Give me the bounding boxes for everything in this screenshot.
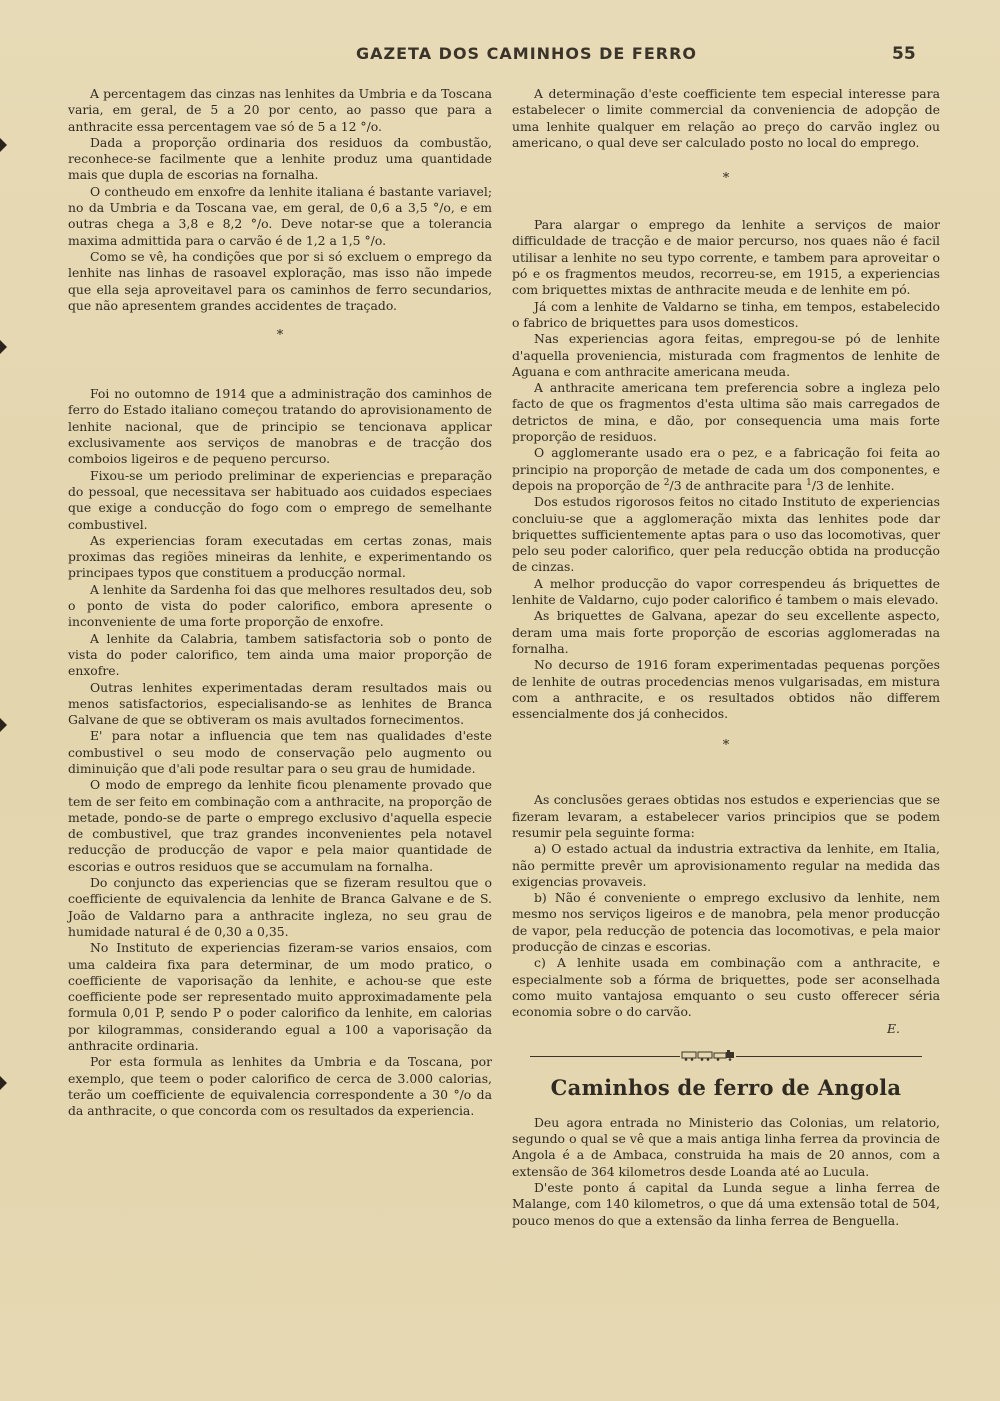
- left-column: [68, 86, 492, 1120]
- section-separator: *: [722, 738, 730, 754]
- text: O agglomerante usado era o pez, e a fabricação foi feita ao principio na proporção de metade de cada um dos componentes, e depois na proporção de: [512, 445, 940, 493]
- paragraph: Do conjuncto das experiencias que se fizeram resultou que o coefficiente de equivalencia da lenhite de Branca Galvane e de S. João de Valdarno para a anthracite ingleza, no seu grau de humidade natural é de 0,30 a 0,35.: [68, 875, 492, 939]
- paragraph: Dada a proporção ordinaria dos residuos da combustão, reconhece-se facilmente que a lenhite produz uma quantidade mais que dupla de escorias na fornalha.: [68, 134, 492, 183]
- paragraph: A melhor producção do vapor correspendeu ás briquettes de lenhite de Valdarno, cujo poder calorifico é tambem o mais elevado.: [512, 575, 940, 608]
- binding-mark: [0, 340, 7, 354]
- paragraph: Já com a lenhite de Valdarno se tinha, em tempos, estabelecido o fabrico de briquettes para usos domesticos.: [512, 298, 940, 330]
- paragraph: A anthracite americana tem preferencia sobre a ingleza pelo facto de que os fragmentos d'esta ultima são mais carregados de detrictos de mina, e dão, por consequencia uma mais forte proporção de residuos.: [512, 380, 940, 445]
- section-separator: *: [276, 328, 284, 344]
- section-separator: *: [722, 171, 730, 187]
- paragraph: Nas experiencias agora feitas, empregou-se pó de lenhite d'aquella proveniencia, misturada com fragmentos de lenhite de Aguana e com anthracite americana meuda.: [512, 331, 940, 379]
- train-icon: [680, 1049, 736, 1061]
- paragraph: A percentagem das cinzas nas lenhites da Umbria e da Toscana varia, em geral, de 5 a 20 por cento, ao passo que para a anthracite essa percentagem vae só de 5 a 12 °/o.: [68, 86, 492, 134]
- paragraph: No Instituto de experiencias fizeram-se varios ensaios, com uma caldeira fixa para determinar, de um modo pratico, o coefficiente de vaporisação da lenhite, e achou-se que este coefficiente pode ser representado muito approximadamente pela formula 0,01 P, sendo P o poder calorifico da lenhite, em calorias por kilogrammas, considerando egual a 100 a vaporisação da anthracite ordinaria.: [68, 940, 492, 1054]
- fraction-denominator: 3: [673, 477, 682, 493]
- paragraph: Deu agora entrada no Ministerio das Colonias, um relatorio, segundo o qual se vê que a mais antiga linha ferrea da provincia de Angola é a de Ambaca, construida ha mais de 20 annos, com a extensão de 364 kilometros desde Loanda até ao Lucula.: [512, 1114, 940, 1179]
- binding-mark: [0, 1076, 7, 1090]
- page-number: 55: [892, 44, 916, 64]
- paragraph: A lenhite da Sardenha foi das que melhores resultados deu, sob o ponto de vista do poder calorifico, embora apresente o inconveniente de uma forte proporção de enxofre.: [68, 581, 492, 630]
- signature: E.: [887, 1020, 900, 1036]
- train-ornament-divider: [512, 1049, 940, 1063]
- paragraph: As experiencias foram executadas em certas zonas, mais proximas das regiões mineiras da lenhite, e experimentando os principaes typos que constituem a producção normal.: [68, 532, 492, 581]
- publication-title: GAZETA DOS CAMINHOS DE FERRO: [356, 44, 698, 63]
- paragraph: Foi no outomno de 1914 que a administração dos caminhos de ferro do Estado italiano começou tratando do aprovisionamento de lenhite nacional, que de principio se tencionava applicar exclusivamente aos serviços de manobras e de tracção dos comboios ligeiros e de pequeno percurso.: [68, 386, 492, 467]
- right-column: [512, 86, 940, 1229]
- fraction-numerator: 1: [806, 477, 812, 488]
- fraction-numerator: 2: [663, 477, 670, 488]
- paragraph: Para alargar o emprego da lenhite a serviços de maior difficuldade de tracção e de maior percurso, nos quaes não é facil utilisar a lenhite no seu typo corrente, e tambem para aproveitar o pó e os fragmentos meudos, recorreu-se, em 1915, a experiencias com briquettes mixtas de anthracite meuda e de lenhite em pó.: [512, 217, 940, 298]
- paragraph-pez: O agglomerante usado era o pez, e a fabricação foi feita ao principio na proporção de metade de cada um dos componentes, e depois na proporção de $^2$/3 de anthracite para $^1$/3 de lenhite.: [512, 445, 940, 493]
- paragraph: As briquettes de Galvana, apezar do seu excellente aspecto, deram uma mais forte proporção de escorias agglomeradas na fornalha.: [512, 608, 940, 656]
- paragraph: E' para notar a influencia que tem nas qualidades d'este combustivel o seu modo de conservação pelo augmento ou diminuição que d'ali pode resultar para o seu grau de humidade.: [68, 728, 492, 776]
- paragraph: As conclusões geraes obtidas nos estudos e experiencias que se fizeram levaram, a estabelecer varios principios que se podem resumir pela seguinte forma:: [512, 792, 940, 840]
- text: de lenhite.: [823, 477, 895, 493]
- paragraph: D'este ponto á capital da Lunda segue a linha ferrea de Malange, com 140 kilometros, o que dá uma extensão total de 504, pouco menos do que a extensão da linha ferrea de Benguella.: [512, 1180, 940, 1228]
- paragraph: Por esta formula as lenhites da Umbria e da Toscana, por exemplo, que teem o poder calorifico de cerca de 3.000 calorias, terão um coefficiente de equivalencia correspondente a 30 °/o da da anthracite, o que concorda com os resultados da experiencia.: [68, 1054, 492, 1119]
- paragraph: c) A lenhite usada em combinação com a anthracite, e especialmente sob a fórma de briquettes, pode ser aconselhada como muito vantajosa emquanto o seu custo offerecer séria economia sobre o do carvão.: [512, 955, 940, 1020]
- paragraph: A lenhite da Calabria, tambem satisfactoria sob o ponto de vista do poder calorifico, tem ainda uma maior proporção de enxofre.: [68, 630, 492, 679]
- binding-mark: [0, 718, 7, 732]
- article-title: Caminhos de ferro de Angola: [550, 1074, 902, 1100]
- paragraph: Dos estudos rigorosos feitos no citado Instituto de experiencias concluiu-se que a agglomeração mixta das lenhites pode dar briquettes sufficientemente aptas para o uso das locomotivas, quer pelo seu poder calorifico, quer pela reducção obtida na producção de cinzas.: [512, 494, 940, 575]
- binding-mark: [0, 138, 7, 152]
- paragraph: Como se vê, ha condições que por si só excluem o emprego da lenhite nas linhas de rasoavel exploração, mas isso não impede que ella seja aproveitavel para os caminhos de ferro secundarios, que não apresentem grandes accidentes de traçado.: [68, 248, 492, 313]
- paragraph: b) Não é conveniente o emprego exclusivo da lenhite, nem mesmo nos serviços ligeiros e de manobra, pela menor producção de vapor, pela reducção de potencia das locomotivas, e pela maior producção de cinzas e escorias.: [512, 890, 940, 955]
- paragraph: A determinação d'este coefficiente tem especial interesse para estabelecer o limite commercial da conveniencia de adopção de uma lenhite qualquer em relação ao preço do carvão inglez ou americano, o qual deve ser calculado posto no local do emprego.: [512, 86, 940, 150]
- text: de anthracite para: [681, 477, 807, 493]
- paragraph: O contheudo em enxofre da lenhite italiana é bastante variavel; no da Umbria e da Toscana vae, em geral, de 0,6 a 3,5 °/o, e em outras chega a 3,8 e 8,2 °/o. Deve notar-se que a tolerancia maxima admittida para o carvão é de 1,2 a 1,5 °/o.: [68, 183, 492, 248]
- fraction-denominator: 3: [816, 477, 824, 493]
- page-header: [0, 44, 1000, 70]
- paragraph: Outras lenhites experimentadas deram resultados mais ou menos satisfactorios, especialisando-se as lenhites de Branca Galvane de que se obtiveram os mais avultados fornecimentos.: [68, 679, 492, 728]
- paragraph: Fixou-se um periodo preliminar de experiencias e preparação do pessoal, que necessitava ser habituado aos cuidados especiaes que exige a conducção do fogo com o emprego de semelhante combustivel.: [68, 467, 492, 532]
- paragraph: a) O estado actual da industria extractiva da lenhite, em Italia, não permitte prevêr um aprovisionamento regular na medida das exigencias provaveis.: [512, 841, 940, 889]
- paragraph: O modo de emprego da lenhite ficou plenamente provado que tem de ser feito em combinação com a anthracite, na proporção de metade, pondo-se de parte o emprego exclusivo d'aquella especie de combustivel, que traz grandes inconvenientes pela notavel reducção de producção de vapor e pela maior quantidade de escorias e outros residuos que se accumulam na fornalha.: [68, 777, 492, 874]
- paragraph: No decurso de 1916 foram experimentadas pequenas porções de lenhite de outras procedencias menos vulgarisadas, em mistura com a anthracite, e os resultados obtidos não differem essencialmente dos já conhecidos.: [512, 657, 940, 722]
